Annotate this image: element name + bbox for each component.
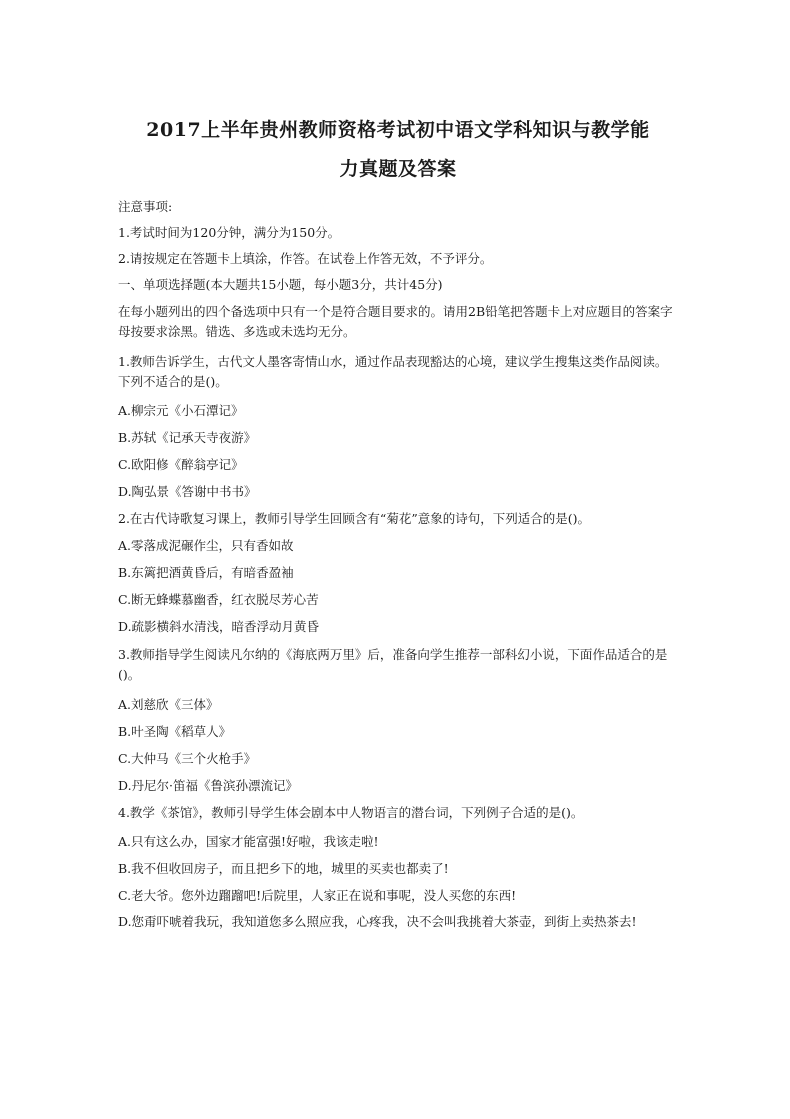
answer-option: A.刘慈欣《三体》 (118, 697, 219, 712)
document-title-line2: 力真题及答案 (339, 158, 457, 180)
answer-option: D.您甭吓唬着我玩，我知道您多么照应我，心疼我，决不会叫我挑着大茶壶，到街上卖热茶去! (118, 914, 637, 929)
answer-option: A.只有这么办，国家才能富强!好啦，我该走啦! (118, 834, 379, 849)
note-1: 1.考试时间为120分钟，满分为150分。 (118, 225, 341, 240)
answer-option: B.东篱把酒黄昏后，有暗香盈袖 (118, 565, 294, 580)
section-1-instructions: 在每小题列出的四个备选项中只有一个是符合题目要求的。请用2B铅笔把答题卡上对应题目的答案字母按要求涂黑。错选、多选或未选均无分。 (118, 304, 673, 339)
note-2: 2.请按规定在答题卡上填涂，作答。在试卷上作答无效，不予评分。 (118, 251, 493, 266)
answer-option: D.丹尼尔·笛福《鲁滨孙漂流记》 (118, 778, 299, 793)
answer-option: A.零落成泥碾作尘，只有香如故 (118, 538, 294, 553)
answer-option: C.老大爷。您外边蹓蹓吧!后院里，人家正在说和事呢，没人买您的东西! (118, 888, 517, 903)
answer-option: B.苏轼《记承天寺夜游》 (118, 430, 257, 445)
question-stem: 3.教师指导学生阅读凡尔纳的《海底两万里》后，准备向学生推荐一部科幻小说，下面作品适合的是()。 (118, 647, 668, 682)
notes-heading: 注意事项: (118, 199, 173, 214)
answer-option: A.柳宗元《小石潭记》 (118, 403, 244, 418)
answer-option: D.疏影横斜水清浅，暗香浮动月黄昏 (118, 619, 320, 634)
answer-option: D.陶弘景《答谢中书书》 (118, 484, 257, 499)
question-stem: 2.在古代诗歌复习课上，教师引导学生回顾含有“菊花”意象的诗句，下列适合的是()。 (118, 511, 590, 526)
answer-option: B.我不但收回房子，而且把乡下的地，城里的买卖也都卖了! (118, 861, 449, 876)
question-stem: 1.教师告诉学生，古代文人墨客寄情山水，通过作品表现豁达的心境，建议学生搜集这类作品阅读。下列不适合的是()。 (118, 354, 668, 389)
answer-option: C.断无蜂蝶慕幽香，红衣脱尽芳心苦 (118, 592, 319, 607)
answer-option: B.叶圣陶《稻草人》 (118, 724, 232, 739)
answer-option: C.欧阳修《醉翁亭记》 (118, 457, 244, 472)
question-stem: 4.教学《茶馆》，教师引导学生体会剧本中人物语言的潜台词，下列例子合适的是()。 (118, 805, 584, 820)
answer-option: C.大仲马《三个火枪手》 (118, 751, 257, 766)
document-title-line1: 2017上半年贵州教师资格考试初中语文学科知识与教学能 (146, 119, 650, 141)
section-1-heading: 一、单项选择题(本大题共15小题，每小题3分，共计45分) (118, 277, 443, 292)
